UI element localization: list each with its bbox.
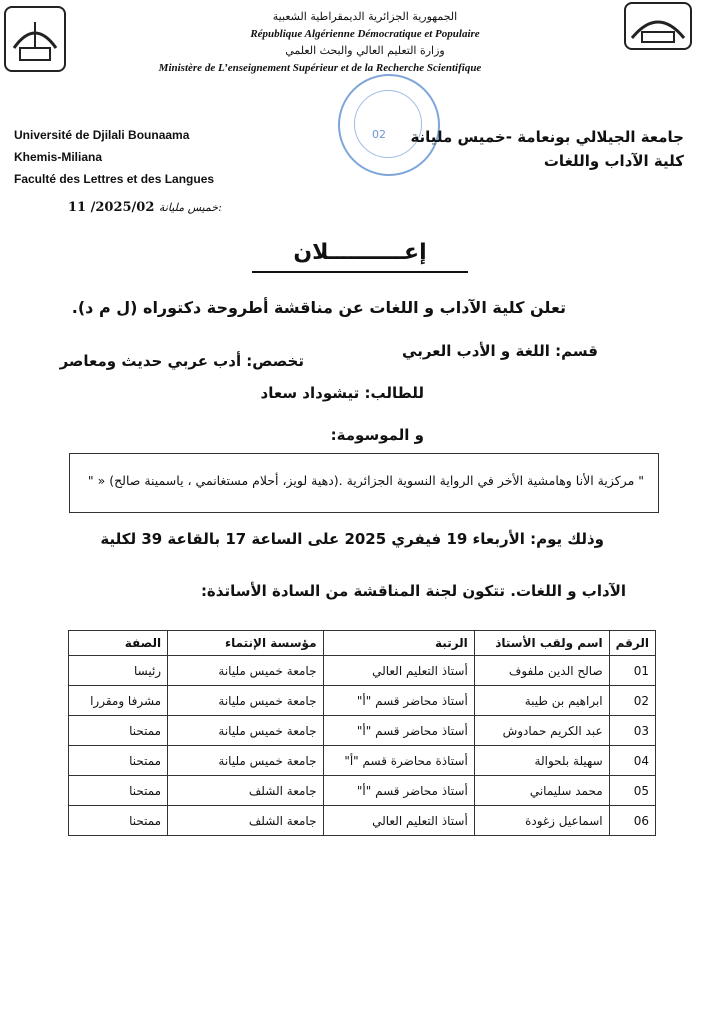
faculty-name-ar: كلية الآداب واللغات bbox=[543, 152, 684, 170]
cell-role: ممتحنا bbox=[69, 716, 168, 746]
cell-rank: أستاذة محاضرة قسم "أ" bbox=[323, 746, 474, 776]
table-row bbox=[69, 686, 656, 716]
stamp-number: 02 bbox=[372, 128, 386, 141]
announcement-text: تعلن كلية الآداب و اللغات عن مناقشة أطروحة دكتوراه (ل م د). bbox=[71, 298, 566, 317]
cell-number: 03 bbox=[609, 716, 655, 746]
table-header-row bbox=[69, 631, 656, 656]
cell-number: 06 bbox=[609, 806, 655, 836]
cell-number: 05 bbox=[609, 776, 655, 806]
table-row bbox=[69, 776, 656, 806]
cell-number: 01 bbox=[609, 656, 655, 686]
student-line: للطالب: تيشوداد سعاد bbox=[260, 384, 424, 402]
department-line: قسم: اللغة و الأدب العربي bbox=[402, 342, 598, 360]
header-republic-ar: الجمهورية الجزائرية الديمقراطية الشعبية bbox=[272, 10, 458, 23]
thesis-title-box bbox=[69, 453, 659, 513]
table-row bbox=[69, 746, 656, 776]
cell-role: ممتحنا bbox=[69, 776, 168, 806]
header-name: اسم ولقب الأستاذ bbox=[474, 631, 609, 656]
table-row bbox=[69, 716, 656, 746]
cell-institution: جامعة الشلف bbox=[168, 776, 323, 806]
jury-table bbox=[68, 630, 656, 836]
header-rank: الرتبة bbox=[323, 631, 474, 656]
cell-institution: جامعة خميس مليانة bbox=[168, 716, 323, 746]
cell-rank: أستاذ محاضر قسم "أ" bbox=[323, 716, 474, 746]
cell-rank: أستاذ محاضر قسم "أ" bbox=[323, 776, 474, 806]
date-label: خميس مليانة: bbox=[158, 201, 222, 214]
cell-role: مشرفا ومقررا bbox=[69, 686, 168, 716]
cell-number: 04 bbox=[609, 746, 655, 776]
university-name-ar: جامعة الجيلالي بونعامة -خميس مليانة bbox=[410, 128, 684, 146]
cell-name: اسماعيل زغودة bbox=[474, 806, 609, 836]
header-republic-fr: République Algérienne Démocratique et Populaire bbox=[250, 28, 480, 40]
cell-rank: أستاذ محاضر قسم "أ" bbox=[323, 686, 474, 716]
table-row bbox=[69, 806, 656, 836]
cell-institution: جامعة خميس مليانة bbox=[168, 746, 323, 776]
university-name-fr: Université de Djilali Bounaama bbox=[14, 128, 190, 142]
document-date bbox=[68, 200, 222, 215]
cell-rank: أستاذ التعليم العالي bbox=[323, 656, 474, 686]
cell-rank: أستاذ التعليم العالي bbox=[323, 806, 474, 836]
stamp-inner-ring bbox=[354, 90, 422, 158]
date-value: 11 /2025/02 bbox=[68, 200, 155, 215]
university-logo-right bbox=[624, 2, 692, 50]
table-row bbox=[69, 656, 656, 686]
cell-institution: جامعة الشلف bbox=[168, 806, 323, 836]
cell-role: رئيسا bbox=[69, 656, 168, 686]
cell-name: سهيلة بلحوالة bbox=[474, 746, 609, 776]
city-name-fr: Khemis-Miliana bbox=[14, 150, 103, 164]
header-institution: مؤسسة الإنتماء bbox=[168, 631, 323, 656]
cell-name: عبد الكريم حمادوش bbox=[474, 716, 609, 746]
official-stamp bbox=[338, 74, 440, 176]
header-ministry-ar: وزارة التعليم العالي والبحث العلمي bbox=[285, 44, 445, 57]
logo-emblem-icon bbox=[626, 4, 690, 48]
header-number: الرقم bbox=[609, 631, 655, 656]
cell-institution: جامعة خميس مليانة bbox=[168, 656, 323, 686]
logo-emblem-icon bbox=[6, 8, 64, 70]
header-role: الصفة bbox=[69, 631, 168, 656]
cell-name: صالح الدين ملفوف bbox=[474, 656, 609, 686]
thesis-title: " مركزية الأنا وهامشية الأخر في الرواية النسوية الجزائرية .(دهية لويز، أحلام مستغانمي ، ياسمينة صالح) « " bbox=[87, 473, 644, 488]
jury-intro: الآداب و اللغات. تتكون لجنة المناقشة من السادة الأساتذة: bbox=[200, 582, 626, 600]
faculty-name-fr: Faculté des Lettres et des Langues bbox=[14, 172, 215, 186]
university-logo-left bbox=[4, 6, 66, 72]
titled-label: و الموسومة: bbox=[330, 426, 424, 444]
university-info-fr bbox=[14, 124, 214, 190]
header-ministry-fr: Ministère de L’enseignement Supérieur et de la Recherche Scientifique bbox=[158, 62, 482, 74]
cell-role: ممتحنا bbox=[69, 746, 168, 776]
cell-name: ابراهيم بن طيبة bbox=[474, 686, 609, 716]
specialty-line: تخصص: أدب عربي حديث ومعاصر bbox=[59, 352, 304, 370]
cell-number: 02 bbox=[609, 686, 655, 716]
cell-name: محمد سليماني bbox=[474, 776, 609, 806]
cell-role: ممتحنا bbox=[69, 806, 168, 836]
title-underline bbox=[252, 271, 468, 273]
page-title: إعــــــــــلان bbox=[293, 240, 427, 265]
cell-institution: جامعة خميس مليانة bbox=[168, 686, 323, 716]
schedule-line: وذلك يوم: الأربعاء 19 فيفري 2025 على الساعة 17 بالقاعة 39 لكلية bbox=[100, 530, 604, 548]
